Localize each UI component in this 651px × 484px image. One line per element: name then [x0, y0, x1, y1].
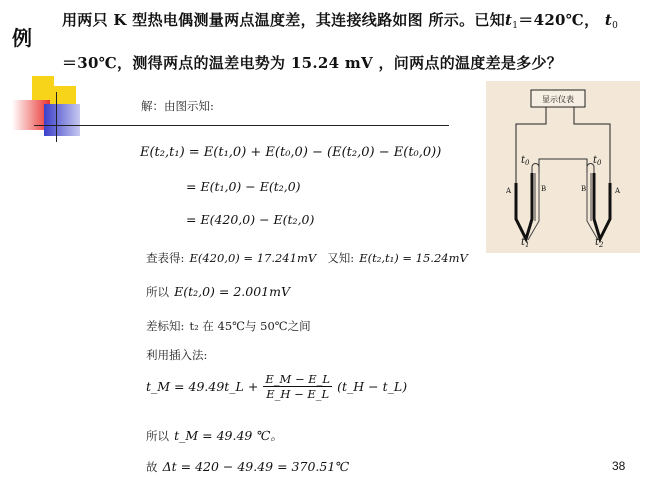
final-value: Δt = 420 − 49.49 = 370.51℃ [162, 459, 350, 474]
thermocouple-left-A [516, 173, 532, 239]
final-label: 故 [146, 460, 158, 474]
thermocouple-diagram-svg [486, 81, 640, 253]
thermocouple-diagram [486, 81, 640, 253]
known-label: 又知: [327, 251, 355, 265]
lookup-value: E(420,0) = 17.241mV [189, 251, 317, 265]
problem-statement-line1 [62, 9, 618, 31]
t1-value: ＝420℃， [518, 11, 600, 29]
interp-denominator: E_H − E_L [266, 387, 330, 401]
table-value: t₂ 在 45℃与 50℃之间 [189, 319, 311, 333]
t0-sub: 0 [612, 21, 619, 31]
solution-intro: 解：由图示知: [141, 99, 214, 113]
example-label: 例 [12, 26, 32, 50]
interp-formula [146, 372, 407, 401]
right-t0-label: $t_0$ [593, 155, 602, 167]
thermocouple-right-A [594, 173, 610, 239]
result-1-value: E(t₂,0) = 2.001mV [174, 284, 291, 299]
equation-1: E(t₂,t₁) = E(t₁,0) + E(t₀,0) − (E(t₂,0) − E(t₀,0)) [140, 145, 442, 160]
interp-label: 利用插入法: [146, 348, 208, 362]
table-label: 差标知: [146, 319, 185, 333]
left-t0-label: $t_0$ [521, 155, 530, 167]
t1-sub: 1 [512, 21, 519, 31]
label-A-left: A [506, 187, 512, 195]
problem-statement-line2: ＝30℃，测得两点的温差电势为 15.24 mV ，问两点的温度差是多少？ [62, 54, 563, 72]
meter-label: 显示仪表 [542, 95, 574, 104]
statement-text-a: 用两只 K 型热电偶测量两点温度差，其连接线路如图 所示。已知 [62, 11, 506, 29]
equation-2: = E(t₁,0) − E(t₂,0) [186, 179, 301, 194]
known-value: E(t₂,t₁) = 15.24mV [359, 251, 468, 265]
final-line [146, 456, 349, 475]
result-2-label: 所以 [146, 429, 169, 443]
interp-lhs: t_M = 49.49t_L + [146, 379, 259, 394]
lookup-line [146, 247, 468, 266]
page-number: 38 [612, 459, 626, 473]
label-A-right: A [615, 187, 621, 195]
wire-left-outer [516, 107, 546, 183]
t2-label: $t_2$ [595, 237, 604, 249]
interp-tail: (t_H − t_L) [337, 379, 408, 394]
interp-numerator: E_M − E_L [265, 372, 331, 386]
vertical-accent-line [56, 92, 57, 142]
table-line [146, 315, 311, 334]
wire-right-outer [574, 107, 610, 183]
equation-3: = E(420,0) − E(t₂,0) [186, 212, 315, 227]
connecting-wire-B [539, 159, 587, 167]
result-2-line [146, 425, 283, 444]
deco-yellow-square-2 [54, 86, 76, 106]
result-1-line [146, 281, 290, 300]
label-B-right: B [581, 185, 587, 193]
result-1-label: 所以 [146, 285, 169, 299]
t0-var: t [604, 11, 613, 29]
left-junction-t0 [532, 164, 539, 174]
deco-blue-square [44, 104, 80, 136]
divider-line [34, 125, 449, 126]
t1-var: t [505, 11, 513, 29]
t1-label: $t_1$ [521, 237, 530, 249]
lookup-label: 查表得: [146, 251, 185, 265]
interp-fraction [263, 372, 332, 401]
result-2-value: t_M = 49.49 ℃。 [174, 428, 283, 443]
label-B-left: B [541, 185, 547, 193]
